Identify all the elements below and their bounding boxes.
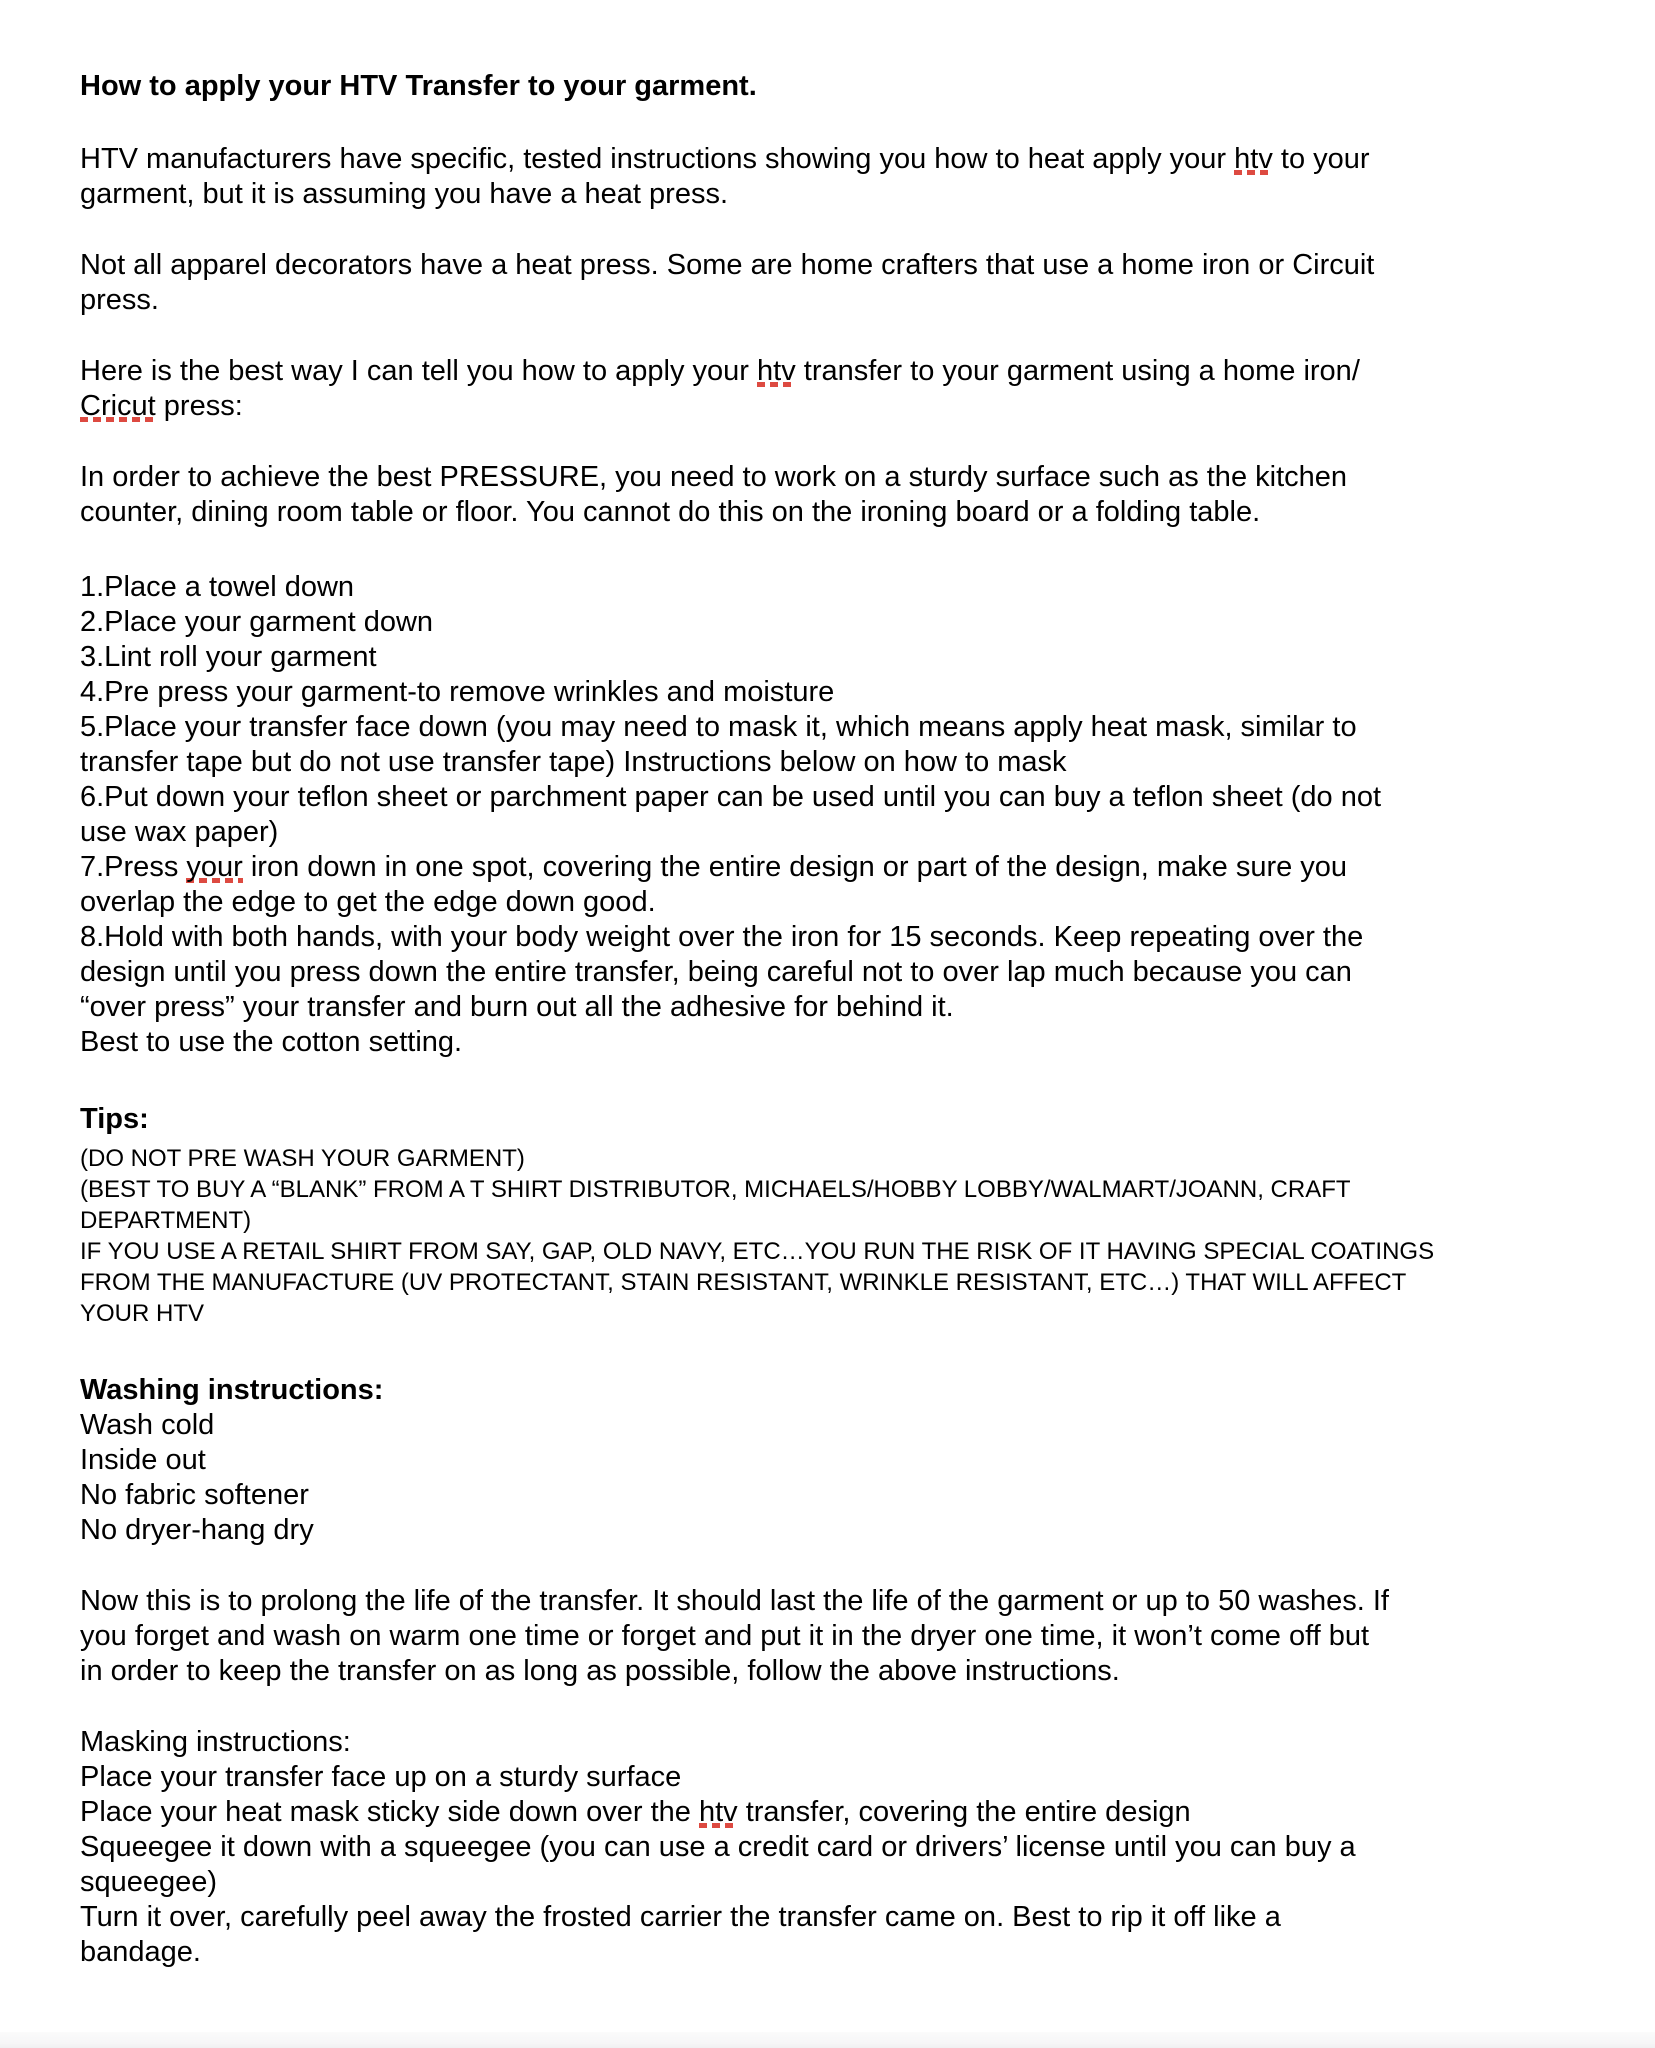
masking-heading: Masking instructions: [80, 1726, 351, 1758]
masking-line: squeegee) [80, 1866, 218, 1898]
step-line: use wax paper) [80, 816, 279, 848]
tips-list [80, 1143, 1600, 1329]
paragraph-best-way [80, 354, 1600, 424]
step-line [80, 850, 1600, 885]
text-segment: to your [1272, 143, 1370, 175]
step-line: 2.Place your garment down [80, 606, 434, 638]
text-segment: press: [155, 390, 243, 422]
tip-line: (DO NOT PRE WASH YOUR GARMENT) [80, 1145, 525, 1172]
tip-line: DEPARTMENT) [80, 1207, 252, 1234]
masking-instructions [80, 1725, 1600, 1970]
paragraph-line [80, 142, 1600, 177]
spellcheck-word-htv: htv [1234, 143, 1273, 175]
washing-heading: Washing instructions: [80, 1374, 384, 1406]
tip-line: YOUR HTV [80, 1300, 205, 1327]
spellcheck-word-htv: htv [698, 1796, 738, 1828]
step-line: 4.Pre press your garment-to remove wrinkles and moisture [80, 676, 835, 708]
text-segment: Place your heat mask sticky side down over the [80, 1796, 699, 1828]
paragraph-line: Not all apparel decorators have a heat press. Some are home crafters that use a home iron or Circuit [80, 249, 1375, 281]
paragraph-line: counter, dining room table or floor. You cannot do this on the ironing board or a folding table. [80, 496, 1261, 528]
tips-heading: Tips: [80, 1103, 149, 1135]
text-segment: iron down in one spot, covering the entire design or part of the design, make sure you [242, 851, 1348, 883]
paragraph-line: in order to keep the transfer on as long as possible, follow the above instructions. [80, 1655, 1120, 1687]
masking-line: Squeegee it down with a squeegee (you can use a credit card or drivers’ license until you can buy a [80, 1831, 1356, 1863]
step-line: 3.Lint roll your garment [80, 641, 377, 673]
washing-line: Wash cold [80, 1409, 215, 1441]
paragraph-line: garment, but it is assuming you have a heat press. [80, 178, 729, 210]
paragraph-line: you forget and wash on warm one time or forget and put it in the dryer one time, it won’t come off but [80, 1620, 1370, 1652]
paragraph-manufacturers [80, 142, 1600, 212]
paragraph-line [80, 389, 1600, 424]
tip-line: (BEST TO BUY A “BLANK” FROM A T SHIRT DISTRIBUTOR, MICHAELS/HOBBY LOBBY/WALMART/JOANN, CRAFT [80, 1176, 1351, 1203]
text-segment: transfer to your garment using a home iron/ [795, 355, 1360, 387]
masking-line [80, 1795, 1600, 1830]
text-segment: HTV manufacturers have specific, tested instructions showing you how to heat apply your [80, 143, 1235, 175]
step-line: 5.Place your transfer face down (you may need to mask it, which means apply heat mask, similar to [80, 711, 1357, 743]
step-line: 8.Hold with both hands, with your body weight over the iron for 15 seconds. Keep repeating over the [80, 921, 1364, 953]
paragraph-pressure [80, 460, 1600, 530]
step-line: Best to use the cotton setting. [80, 1026, 463, 1058]
step-line: transfer tape but do not use transfer tape) Instructions below on how to mask [80, 746, 1067, 778]
paragraph-line: press. [80, 284, 159, 316]
spellcheck-word-cricut: Cricut [80, 390, 156, 422]
step-line: 1.Place a towel down [80, 571, 355, 603]
masking-line: bandage. [80, 1936, 201, 1968]
tip-line: FROM THE MANUFACTURE (UV PROTECTANT, STAIN RESISTANT, WRINKLE RESISTANT, ETC…) THAT WILL AFFECT [80, 1269, 1407, 1296]
window-bottom-bar [0, 2032, 1655, 2048]
numbered-steps [80, 570, 1600, 1060]
document-title: How to apply your HTV Transfer to your garment. [80, 70, 757, 102]
washing-instructions [80, 1373, 1600, 1548]
step-line: overlap the edge to get the edge down good. [80, 886, 656, 918]
paragraph-line [80, 354, 1600, 389]
text-segment: transfer, covering the entire design [737, 1796, 1191, 1828]
washing-line: No fabric softener [80, 1479, 309, 1511]
paragraph-line: Now this is to prolong the life of the transfer. It should last the life of the garment or up to 50 washes. If [80, 1585, 1389, 1617]
step-line: “over press” your transfer and burn out all the adhesive for behind it. [80, 991, 954, 1023]
tip-line: IF YOU USE A RETAIL SHIRT FROM SAY, GAP, OLD NAVY, ETC…YOU RUN THE RISK OF IT HAVING SPECIAL COATINGS [80, 1238, 1435, 1265]
masking-line: Place your transfer face up on a sturdy surface [80, 1761, 682, 1793]
paragraph-line: In order to achieve the best PRESSURE, you need to work on a sturdy surface such as the kitchen [80, 461, 1348, 493]
paragraph-prolong [80, 1584, 1600, 1689]
spellcheck-word-your: your [186, 851, 243, 883]
step-line: design until you press down the entire transfer, being careful not to over lap much because you can [80, 956, 1352, 988]
washing-line: No dryer-hang dry [80, 1514, 314, 1546]
washing-line: Inside out [80, 1444, 206, 1476]
masking-line: Turn it over, carefully peel away the frosted carrier the transfer came on. Best to rip it off like a [80, 1901, 1281, 1933]
paragraph-not-all-decorators [80, 248, 1600, 318]
step-line: 6.Put down your teflon sheet or parchment paper can be used until you can buy a teflon sheet (do not [80, 781, 1382, 813]
document-page [80, 69, 1600, 1970]
spellcheck-word-htv: htv [757, 355, 796, 387]
text-segment: Here is the best way I can tell you how to apply your [80, 355, 758, 387]
text-segment: 7.Press [80, 851, 187, 883]
